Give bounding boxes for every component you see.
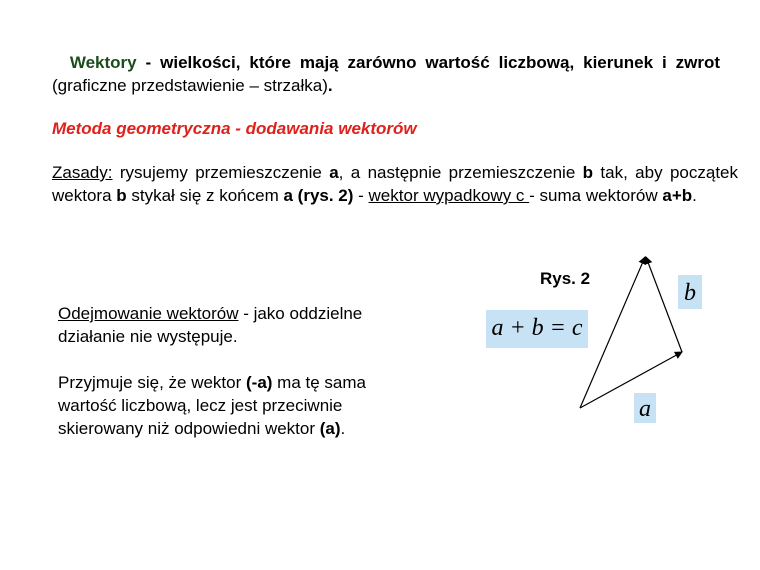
rules-b-1: b (582, 163, 594, 182)
definition-end: . (327, 76, 333, 95)
vector-a-label: a (634, 393, 656, 423)
figure-label: Rys. 2 (540, 269, 591, 288)
vector-a-arrow (580, 352, 682, 408)
equation-box: a + b = c (486, 310, 588, 348)
convention-text-2: ma tę sama wartość liczbową, lecz jest przeciwnie skierowany niż odpowiedni wektor (58, 373, 366, 438)
rules-resultant: wektor wypadkowy c (368, 186, 530, 205)
rules-figure-ref: (rys. 2) (292, 186, 354, 205)
vector-triangle-diagram (570, 250, 694, 414)
rules-text-1: rysujemy przemieszczenie (112, 163, 330, 182)
subtraction-text: - jako oddzielne działanie nie występuje. (58, 304, 363, 346)
convention-text-1: Przyjmuje się, że wektor (58, 373, 246, 392)
convention-end: . (340, 419, 346, 438)
vector-b-arrow (646, 257, 682, 352)
rules-b-2: b (116, 186, 127, 205)
rules-text-5: - (353, 186, 369, 205)
definition-text: - wielkości, które mają zarówno wartość liczbową, kierunek i zwrot (136, 53, 720, 72)
rules-text-6: - suma wektorów (529, 186, 663, 205)
rules-text-2: , a następnie przemieszczenie (338, 163, 583, 182)
rules-sum: a+b (662, 186, 693, 205)
rules-a-1: a (329, 163, 339, 182)
rules-paragraph (52, 161, 738, 207)
vector-b-label: b (678, 275, 702, 309)
convention-neg-a: (-a) (246, 373, 273, 392)
convention-paragraph (58, 371, 418, 440)
vector-c-arrow (580, 257, 645, 408)
term-wektory: Wektory (69, 53, 137, 72)
convention-pos-a: (a) (319, 419, 341, 438)
rules-text-4: stykał się z końcem (126, 186, 284, 205)
subtraction-paragraph (58, 302, 418, 348)
rules-end: . (692, 186, 697, 205)
rules-label: Zasady: (52, 163, 113, 182)
rules-a-2: a (283, 186, 293, 205)
subtraction-title: Odejmowanie wektorów (58, 304, 239, 323)
definition-paragraph (52, 51, 720, 97)
method-heading: Metoda geometryczna - dodawania wektorów (52, 119, 417, 138)
rules-text-3: tak, aby początek wektora (52, 163, 738, 205)
definition-note: (graficzne przedstawienie – strzałka) (52, 76, 328, 95)
